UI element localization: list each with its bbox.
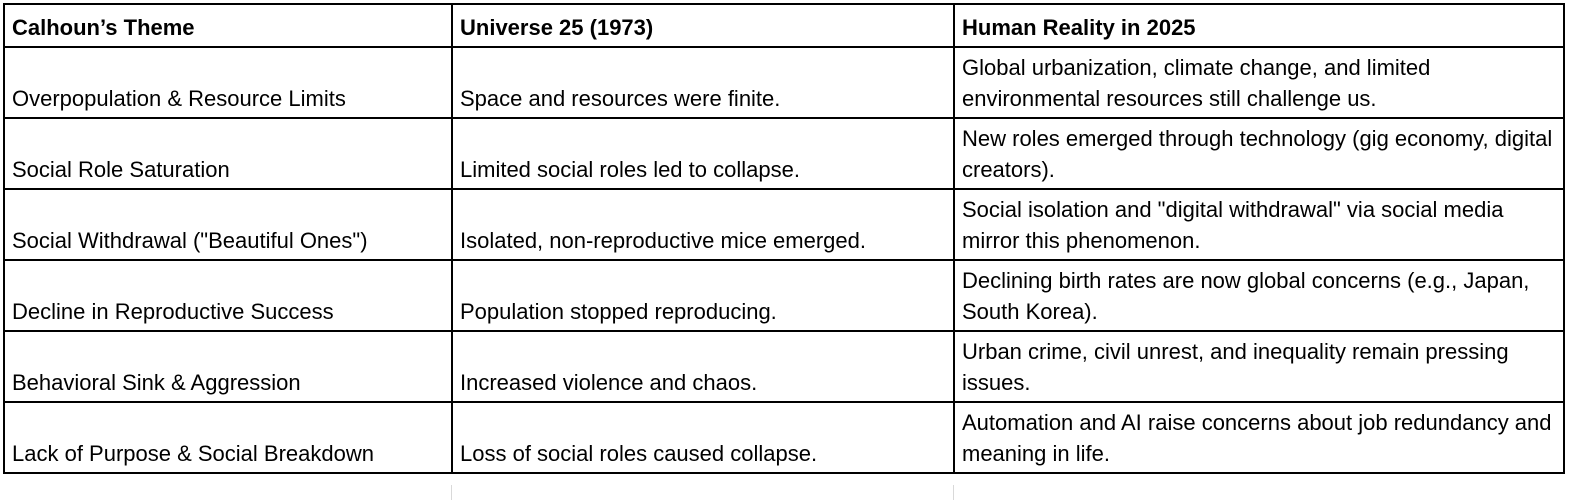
reality-cell: Global urbanization, climate change, and limited environmental resources still challenge us.: [954, 47, 1564, 118]
column-header-human-reality: Human Reality in 2025: [954, 4, 1564, 47]
table-header-row: [4, 4, 1564, 47]
theme-cell: Social Role Saturation: [4, 118, 452, 189]
comparison-table: [3, 3, 1565, 474]
theme-cell: Decline in Reproductive Success: [4, 260, 452, 331]
gridline: [451, 485, 452, 500]
table-row: [4, 331, 1564, 402]
column-header-universe-25: Universe 25 (1973): [452, 4, 954, 47]
theme-cell: Overpopulation & Resource Limits: [4, 47, 452, 118]
universe-cell: Increased violence and chaos.: [452, 331, 954, 402]
gridline: [953, 485, 954, 500]
table-row: [4, 189, 1564, 260]
reality-cell: Automation and AI raise concerns about job redundancy and meaning in life.: [954, 402, 1564, 473]
universe-cell: Loss of social roles caused collapse.: [452, 402, 954, 473]
universe-cell: Space and resources were finite.: [452, 47, 954, 118]
theme-cell: Lack of Purpose & Social Breakdown: [4, 402, 452, 473]
table-row: [4, 260, 1564, 331]
universe-cell: Limited social roles led to collapse.: [452, 118, 954, 189]
theme-cell: Social Withdrawal ("Beautiful Ones"): [4, 189, 452, 260]
column-header-calhoun-theme: Calhoun’s Theme: [4, 4, 452, 47]
table-row: [4, 402, 1564, 473]
universe-cell: Population stopped reproducing.: [452, 260, 954, 331]
reality-cell: Social isolation and "digital withdrawal" via social media mirror this phenomenon.: [954, 189, 1564, 260]
reality-cell: Declining birth rates are now global concerns (e.g., Japan, South Korea).: [954, 260, 1564, 331]
table-row: [4, 47, 1564, 118]
reality-cell: New roles emerged through technology (gig economy, digital creators).: [954, 118, 1564, 189]
theme-cell: Behavioral Sink & Aggression: [4, 331, 452, 402]
reality-cell: Urban crime, civil unrest, and inequality remain pressing issues.: [954, 331, 1564, 402]
comparison-table-container: [3, 3, 1565, 474]
universe-cell: Isolated, non-reproductive mice emerged.: [452, 189, 954, 260]
sheet-gridline-trail: [3, 485, 1567, 500]
table-row: [4, 118, 1564, 189]
